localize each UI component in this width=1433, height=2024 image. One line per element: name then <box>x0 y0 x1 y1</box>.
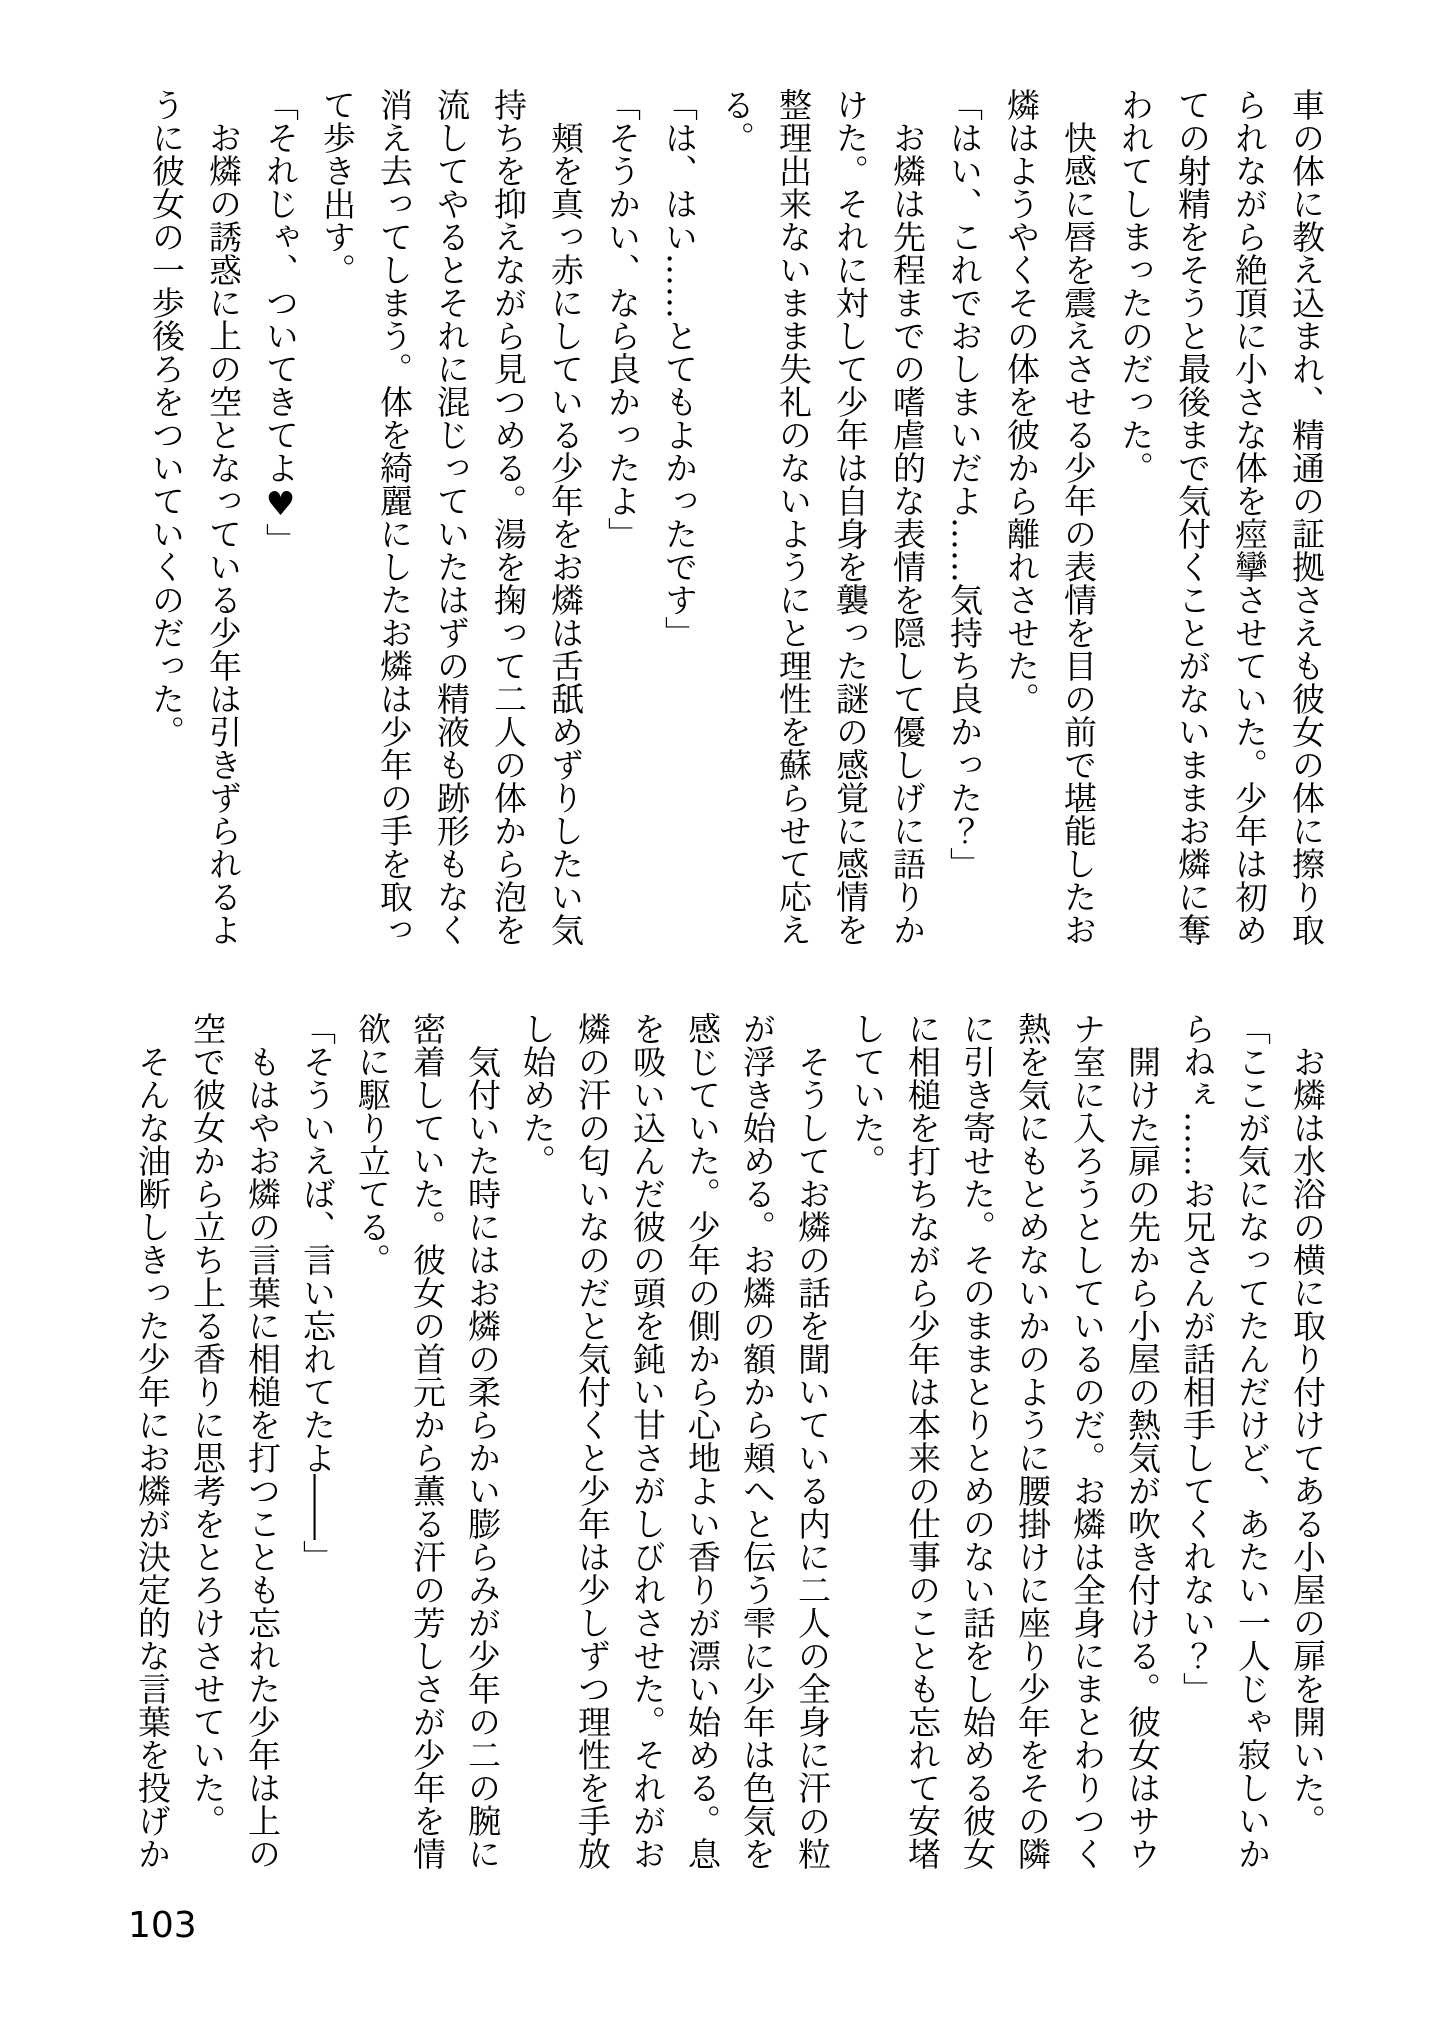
text-column: ての射精をそうと最後まで気付くことがないままお燐に奪 <box>1173 88 1212 946</box>
text-column: 流してやるとそれに混じっていたはずの精液も跡形もなく <box>432 88 471 946</box>
text-column: 開けた扉の先から小屋の熱気が吹き付ける。彼女はサウ <box>1123 1012 1162 1870</box>
text-column: 頬を真っ赤にしている少年をお燐は舌舐めずりしたい気 <box>546 88 585 946</box>
text-column: られながら絶頂に小さな体を痙攣させていた。少年は初め <box>1230 88 1269 946</box>
text-column: 「は、はい……とてもよかったです」 <box>660 88 699 649</box>
text-column: 持ちを抑えながら見つめる。湯を掬って二人の体から泡を <box>489 88 528 946</box>
text-column: し始めた。 <box>518 1012 557 1177</box>
text-column: 消え去ってしまう。体を綺麗にしたお燐は少年の手を取っ <box>375 88 414 946</box>
text-block-bottom <box>125 1012 1335 1870</box>
text-column: 欲に駆り立てる。 <box>353 1012 392 1276</box>
text-column: もはやお燐の言葉に相槌を打つことも忘れた少年は上の <box>243 1012 282 1870</box>
text-column: 車の体に教え込まれ、精通の証拠さえも彼女の体に擦り取 <box>1287 88 1326 946</box>
text-column: 「そういえば、言い忘れてたよ――」 <box>298 1012 337 1573</box>
text-column: お燐は水浴の横に取り付けてある小屋の扉を開いた。 <box>1288 1012 1327 1837</box>
text-column: 「そうかい、なら良かったよ」 <box>603 88 642 550</box>
text-column: 「はい、これでおしまいだよ……気持ち良かった？」 <box>945 88 984 880</box>
text-column: そんな油断しきった少年にお燐が決定的な言葉を投げか <box>133 1012 172 1870</box>
text-column: お燐の誘惑に上の空となっている少年は引きずられるよ <box>204 88 243 946</box>
text-column: らねぇ……お兄さんが話相手してくれない？」 <box>1178 1012 1217 1705</box>
text-column: 熱を気にもとめないかのように腰掛けに座り少年をその隣 <box>1013 1012 1052 1870</box>
text-column: る。 <box>717 88 756 154</box>
text-column: ナ室に入ろうとしているのだ。お燐は全身にまとわりつく <box>1068 1012 1107 1870</box>
text-column: 燐はようやくその体を彼から離れさせた。 <box>1002 88 1041 715</box>
text-column: 空で彼女から立ち上る香りに思考をとろけさせていた。 <box>188 1012 227 1837</box>
text-column: を吸い込んだ彼の頭を鈍い甘さがしびれさせた。それがお <box>628 1012 667 1870</box>
text-column: 気付いた時にはお燐の柔らかい膨らみが少年の二の腕に <box>463 1012 502 1870</box>
text-column: 感じていた。少年の側から心地よい香りが漂い始める。息 <box>683 1012 722 1870</box>
text-column: していた。 <box>848 1012 887 1177</box>
text-column: に引き寄せた。そのままとりとめのない話をし始める彼女 <box>958 1012 997 1870</box>
text-column: 「ここが気になってたんだけど、あたい一人じゃ寂しいか <box>1233 1012 1272 1870</box>
text-column: お燐は先程までの嗜虐的な表情を隠して優しげに語りか <box>888 88 927 946</box>
text-column: 整理出来ないまま失礼のないようにと理性を蘇らせて応え <box>774 88 813 946</box>
text-column: が浮き始める。お燐の額から頬へと伝う雫に少年は色気を <box>738 1012 777 1870</box>
page-number: 103 <box>128 1905 197 1946</box>
text-column: そうしてお燐の話を聞いている内に二人の全身に汗の粒 <box>793 1012 832 1870</box>
text-column: 密着していた。彼女の首元から薫る汗の芳しさが少年を情 <box>408 1012 447 1870</box>
text-column: 快感に唇を震えさせる少年の表情を目の前で堪能したお <box>1059 88 1098 946</box>
text-column: 燐の汗の匂いなのだと気付くと少年は少しずつ理性を手放 <box>573 1012 612 1870</box>
text-block-top <box>138 88 1335 946</box>
text-column: て歩き出す。 <box>318 88 357 286</box>
text-column: うに彼女の一歩後ろをついていくのだった。 <box>147 88 186 748</box>
text-column: われてしまったのだった。 <box>1116 88 1155 484</box>
text-column: 「それじゃ、ついてきてよ♥」 <box>261 88 300 556</box>
text-column: に相槌を打ちながら少年は本来の仕事のことも忘れて安堵 <box>903 1012 942 1870</box>
text-column: けた。それに対して少年は自身を襲った謎の感覚に感情を <box>831 88 870 946</box>
